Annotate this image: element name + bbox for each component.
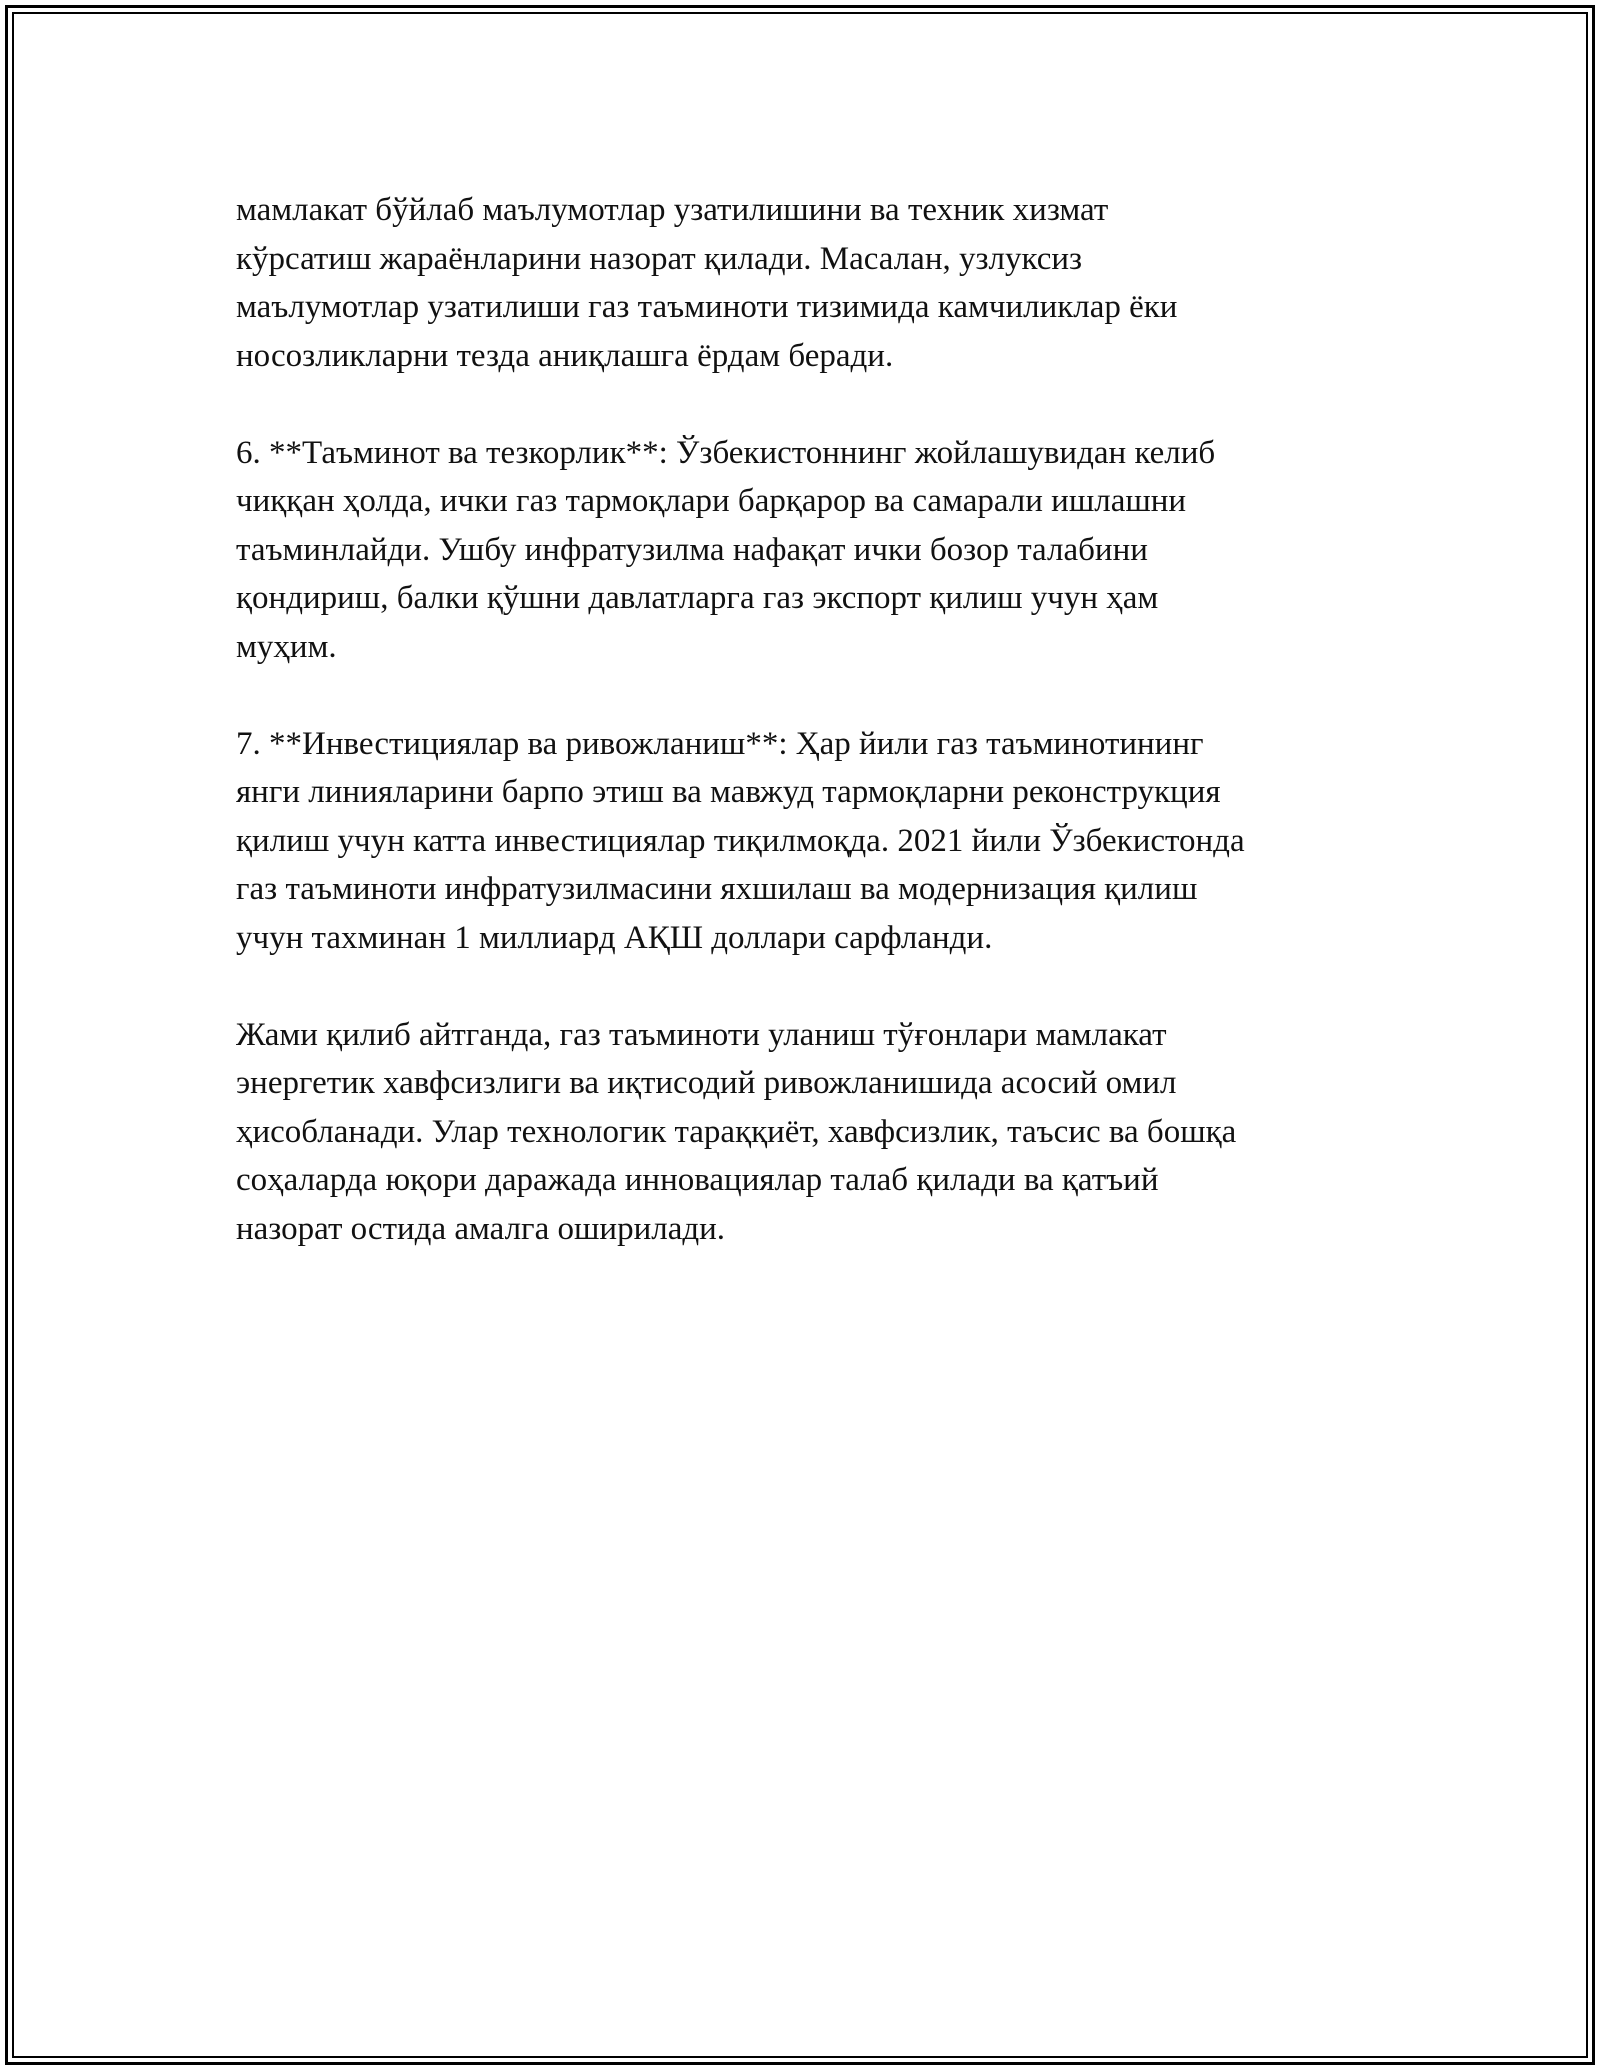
- paragraph-item-7: 7. **Инвестициялар ва ривожланиш**: Ҳар йили газ таъминотининг янги линияларини барпо этиш ва мавжуд тармоқларни реконструкция қилиш учун катта инвестициялар тиқилмоқда. 2021 йили Ўзбекистонда газ таъминоти инфратузилмасини яхшилаш ва модернизация қилиш учун тахминан 1 миллиард АҚШ доллари сарфланди.: [236, 725, 1245, 956]
- paragraph-continuation: мамлакат бўйлаб маълумотлар узатилишини ва техник хизмат кўрсатиш жараёнларини назорат қилади. Масалан, узлуксиз маълумотлар узатилиши газ таъминоти тизимида камчиликлар ёки носозликларни тезда аниқлашга ёрдам беради.: [236, 192, 1178, 374]
- document-body: [236, 186, 1366, 1302]
- paragraph-item-6: 6. **Таъминот ва тезкорлик**: Ўзбекистоннинг жойлашувидан келиб чиққан ҳолда, ички газ тармоқлари барқарор ва самарали ишлашни таъминлайди. Ушбу инфратузилма нафақат ички бозор талабини қондириш, балки қўшни давлатларга газ экспорт қилиш учун ҳам муҳим.: [236, 434, 1216, 665]
- paragraph-conclusion: Жами қилиб айтганда, газ таъминоти уланиш тўғонлари мамлакат энергетик хавфсизлиги ва иқтисодий ривожланишида асосий омил ҳисобланади. Улар технологик тараққиёт, хавфсизлик, таъсис ва бошқа соҳаларда юқори даражада инновациялар талаб қилади ва қатъий назорат остида амалга оширилади.: [236, 1016, 1237, 1247]
